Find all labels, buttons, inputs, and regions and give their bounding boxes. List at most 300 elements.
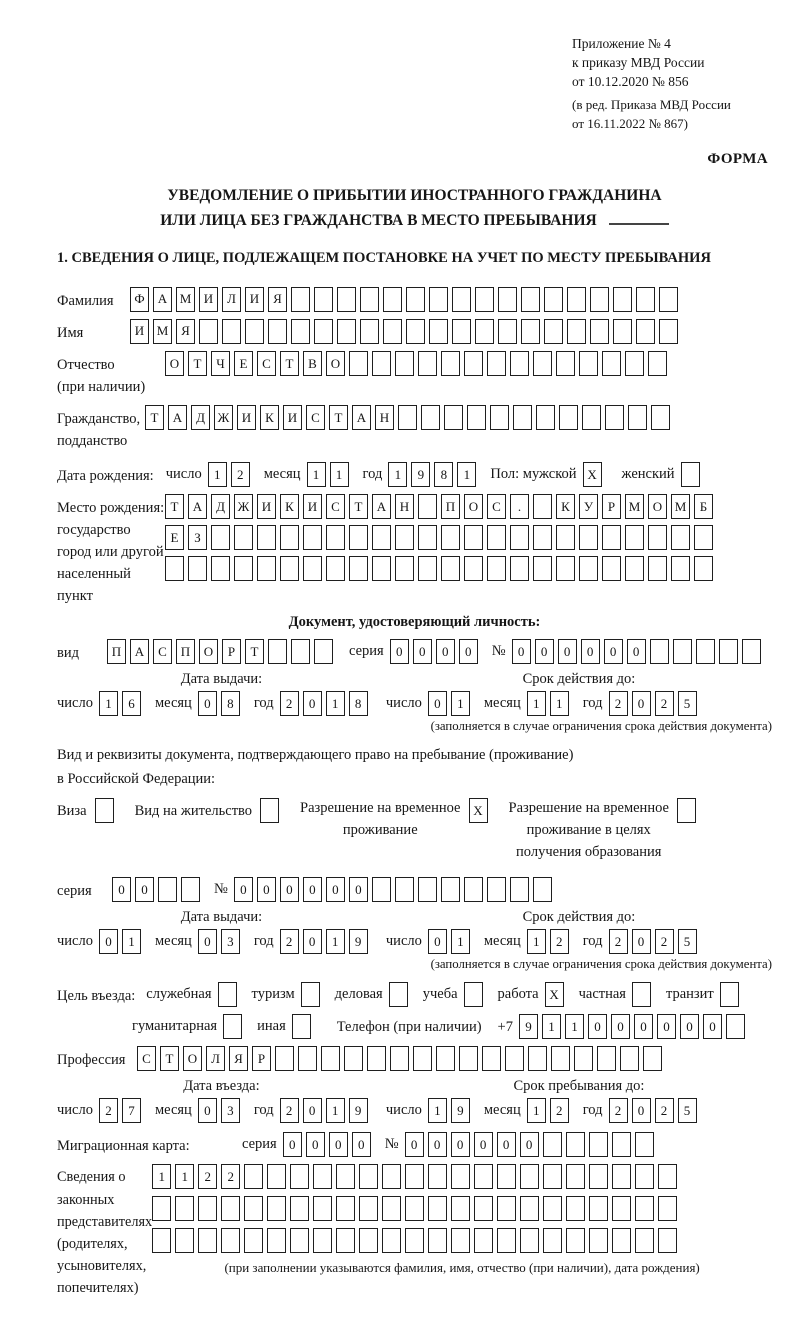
form-cell[interactable]: Т bbox=[280, 351, 299, 376]
form-cell[interactable] bbox=[280, 525, 299, 550]
form-cell[interactable] bbox=[372, 351, 391, 376]
form-cell[interactable]: О bbox=[326, 351, 345, 376]
form-cell[interactable]: 1 bbox=[550, 691, 569, 716]
form-cell[interactable] bbox=[520, 1196, 539, 1221]
form-cell[interactable]: 0 bbox=[436, 639, 455, 664]
form-cell[interactable] bbox=[211, 556, 230, 581]
form-cell[interactable] bbox=[429, 319, 448, 344]
form-cell[interactable] bbox=[659, 287, 678, 312]
form-cell[interactable]: М bbox=[176, 287, 195, 312]
form-cell[interactable]: 0 bbox=[535, 639, 554, 664]
form-cell[interactable] bbox=[533, 351, 552, 376]
form-cell[interactable] bbox=[556, 351, 575, 376]
form-cell[interactable] bbox=[360, 287, 379, 312]
form-cell[interactable]: И bbox=[283, 405, 302, 430]
form-cell[interactable]: 3 bbox=[221, 1098, 240, 1123]
form-cell[interactable] bbox=[441, 556, 460, 581]
form-cell[interactable]: С bbox=[137, 1046, 156, 1071]
form-cell[interactable]: Р bbox=[252, 1046, 271, 1071]
form-cell[interactable]: Я bbox=[176, 319, 195, 344]
form-cell[interactable]: 1 bbox=[152, 1164, 171, 1189]
form-cell[interactable] bbox=[405, 1164, 424, 1189]
form-cell[interactable] bbox=[464, 877, 483, 902]
form-cell[interactable] bbox=[298, 1046, 317, 1071]
form-cell[interactable] bbox=[543, 1164, 562, 1189]
form-cell[interactable] bbox=[566, 1164, 585, 1189]
form-cell[interactable]: 0 bbox=[303, 1098, 322, 1123]
form-cell[interactable] bbox=[267, 1196, 286, 1221]
form-cell[interactable] bbox=[510, 556, 529, 581]
form-cell[interactable] bbox=[536, 405, 555, 430]
form-cell[interactable] bbox=[257, 525, 276, 550]
form-cell[interactable] bbox=[451, 1196, 470, 1221]
form-cell[interactable] bbox=[625, 525, 644, 550]
form-cell[interactable]: И bbox=[245, 287, 264, 312]
form-cell[interactable] bbox=[313, 1196, 332, 1221]
form-cell[interactable] bbox=[613, 287, 632, 312]
form-cell[interactable] bbox=[543, 1228, 562, 1253]
form-cell[interactable]: 2 bbox=[280, 1098, 299, 1123]
form-cell[interactable]: Т bbox=[145, 405, 164, 430]
form-cell[interactable]: Ч bbox=[211, 351, 230, 376]
form-cell[interactable] bbox=[421, 405, 440, 430]
form-cell[interactable] bbox=[694, 525, 713, 550]
form-cell[interactable]: И bbox=[303, 494, 322, 519]
form-cell[interactable] bbox=[648, 556, 667, 581]
form-cell[interactable]: 0 bbox=[512, 639, 531, 664]
form-cell[interactable] bbox=[464, 525, 483, 550]
form-cell[interactable] bbox=[464, 982, 483, 1007]
form-cell[interactable] bbox=[521, 287, 540, 312]
form-cell[interactable] bbox=[487, 877, 506, 902]
form-cell[interactable]: 9 bbox=[411, 462, 430, 487]
form-cell[interactable] bbox=[290, 1196, 309, 1221]
form-cell[interactable] bbox=[336, 1196, 355, 1221]
form-cell[interactable] bbox=[635, 1132, 654, 1157]
form-cell[interactable]: 9 bbox=[519, 1014, 538, 1039]
form-cell[interactable] bbox=[382, 1164, 401, 1189]
form-cell[interactable] bbox=[671, 525, 690, 550]
form-cell[interactable] bbox=[405, 1228, 424, 1253]
form-cell[interactable] bbox=[590, 319, 609, 344]
form-cell[interactable] bbox=[452, 287, 471, 312]
form-cell[interactable] bbox=[428, 1196, 447, 1221]
form-cell[interactable]: 0 bbox=[234, 877, 253, 902]
form-cell[interactable]: 0 bbox=[349, 877, 368, 902]
form-cell[interactable] bbox=[234, 556, 253, 581]
form-cell[interactable]: 0 bbox=[306, 1132, 325, 1157]
form-cell[interactable] bbox=[389, 982, 408, 1007]
form-cell[interactable] bbox=[602, 525, 621, 550]
form-cell[interactable]: П bbox=[176, 639, 195, 664]
form-cell[interactable] bbox=[628, 405, 647, 430]
form-cell[interactable]: С bbox=[153, 639, 172, 664]
form-cell[interactable] bbox=[441, 525, 460, 550]
form-cell[interactable] bbox=[223, 1014, 242, 1039]
form-cell[interactable] bbox=[268, 319, 287, 344]
form-cell[interactable] bbox=[567, 319, 586, 344]
form-cell[interactable] bbox=[681, 462, 700, 487]
form-cell[interactable] bbox=[211, 525, 230, 550]
form-cell[interactable] bbox=[510, 525, 529, 550]
form-cell[interactable] bbox=[635, 1164, 654, 1189]
form-cell[interactable]: 1 bbox=[326, 929, 345, 954]
form-cell[interactable]: С bbox=[487, 494, 506, 519]
form-cell[interactable] bbox=[589, 1164, 608, 1189]
form-cell[interactable] bbox=[602, 351, 621, 376]
form-cell[interactable]: 2 bbox=[221, 1164, 240, 1189]
form-cell[interactable]: 2 bbox=[550, 1098, 569, 1123]
form-cell[interactable]: С bbox=[306, 405, 325, 430]
form-cell[interactable] bbox=[579, 525, 598, 550]
form-cell[interactable] bbox=[673, 639, 692, 664]
form-cell[interactable] bbox=[428, 1164, 447, 1189]
form-cell[interactable]: К bbox=[260, 405, 279, 430]
form-cell[interactable] bbox=[632, 982, 651, 1007]
form-cell[interactable] bbox=[280, 556, 299, 581]
form-cell[interactable] bbox=[383, 287, 402, 312]
form-cell[interactable]: 1 bbox=[330, 462, 349, 487]
form-cell[interactable] bbox=[651, 405, 670, 430]
form-cell[interactable] bbox=[533, 877, 552, 902]
form-cell[interactable] bbox=[451, 1164, 470, 1189]
form-cell[interactable]: 1 bbox=[527, 929, 546, 954]
form-cell[interactable] bbox=[444, 405, 463, 430]
form-cell[interactable] bbox=[313, 1228, 332, 1253]
form-cell[interactable] bbox=[245, 319, 264, 344]
form-cell[interactable]: 1 bbox=[527, 1098, 546, 1123]
form-cell[interactable] bbox=[175, 1228, 194, 1253]
form-cell[interactable]: 1 bbox=[307, 462, 326, 487]
form-cell[interactable] bbox=[459, 1046, 478, 1071]
form-cell[interactable]: X bbox=[545, 982, 564, 1007]
form-cell[interactable] bbox=[337, 287, 356, 312]
form-cell[interactable] bbox=[291, 287, 310, 312]
form-cell[interactable] bbox=[612, 1228, 631, 1253]
form-cell[interactable] bbox=[418, 556, 437, 581]
form-cell[interactable]: З bbox=[188, 525, 207, 550]
form-cell[interactable] bbox=[566, 1228, 585, 1253]
form-cell[interactable] bbox=[406, 319, 425, 344]
form-cell[interactable]: 9 bbox=[451, 1098, 470, 1123]
form-cell[interactable] bbox=[301, 982, 320, 1007]
form-cell[interactable]: 9 bbox=[349, 1098, 368, 1123]
form-cell[interactable] bbox=[696, 639, 715, 664]
form-cell[interactable]: 0 bbox=[198, 691, 217, 716]
form-cell[interactable] bbox=[165, 556, 184, 581]
form-cell[interactable]: М bbox=[671, 494, 690, 519]
form-cell[interactable] bbox=[498, 319, 517, 344]
form-cell[interactable]: А bbox=[352, 405, 371, 430]
form-cell[interactable] bbox=[520, 1164, 539, 1189]
form-cell[interactable] bbox=[510, 877, 529, 902]
form-cell[interactable] bbox=[291, 319, 310, 344]
form-cell[interactable] bbox=[275, 1046, 294, 1071]
form-cell[interactable]: 0 bbox=[283, 1132, 302, 1157]
form-cell[interactable] bbox=[589, 1196, 608, 1221]
form-cell[interactable] bbox=[671, 556, 690, 581]
form-cell[interactable] bbox=[198, 1196, 217, 1221]
form-cell[interactable] bbox=[474, 1196, 493, 1221]
form-cell[interactable]: Д bbox=[191, 405, 210, 430]
form-cell[interactable]: О bbox=[165, 351, 184, 376]
form-cell[interactable] bbox=[659, 319, 678, 344]
form-cell[interactable]: А bbox=[153, 287, 172, 312]
form-cell[interactable]: 2 bbox=[655, 929, 674, 954]
form-cell[interactable] bbox=[395, 877, 414, 902]
form-cell[interactable] bbox=[551, 1046, 570, 1071]
form-cell[interactable] bbox=[372, 877, 391, 902]
form-cell[interactable]: Т bbox=[188, 351, 207, 376]
form-cell[interactable] bbox=[152, 1228, 171, 1253]
form-cell[interactable] bbox=[383, 319, 402, 344]
form-cell[interactable] bbox=[533, 556, 552, 581]
form-cell[interactable]: 0 bbox=[680, 1014, 699, 1039]
form-cell[interactable] bbox=[267, 1164, 286, 1189]
form-cell[interactable] bbox=[475, 287, 494, 312]
form-cell[interactable] bbox=[321, 1046, 340, 1071]
form-cell[interactable] bbox=[612, 1164, 631, 1189]
form-cell[interactable]: 2 bbox=[609, 1098, 628, 1123]
form-cell[interactable] bbox=[382, 1196, 401, 1221]
form-cell[interactable] bbox=[313, 1164, 332, 1189]
form-cell[interactable] bbox=[221, 1196, 240, 1221]
form-cell[interactable]: И bbox=[130, 319, 149, 344]
form-cell[interactable] bbox=[533, 525, 552, 550]
form-cell[interactable] bbox=[648, 351, 667, 376]
form-cell[interactable]: Т bbox=[245, 639, 264, 664]
form-cell[interactable] bbox=[326, 525, 345, 550]
form-cell[interactable] bbox=[405, 1196, 424, 1221]
form-cell[interactable] bbox=[505, 1046, 524, 1071]
form-cell[interactable] bbox=[694, 556, 713, 581]
form-cell[interactable] bbox=[475, 319, 494, 344]
form-cell[interactable]: Ж bbox=[234, 494, 253, 519]
form-cell[interactable] bbox=[303, 556, 322, 581]
form-cell[interactable]: Р bbox=[602, 494, 621, 519]
form-cell[interactable] bbox=[244, 1228, 263, 1253]
form-cell[interactable] bbox=[579, 556, 598, 581]
form-cell[interactable] bbox=[188, 556, 207, 581]
form-cell[interactable] bbox=[418, 525, 437, 550]
form-cell[interactable]: И bbox=[199, 287, 218, 312]
form-cell[interactable] bbox=[742, 639, 761, 664]
form-cell[interactable] bbox=[490, 405, 509, 430]
form-cell[interactable]: 0 bbox=[474, 1132, 493, 1157]
form-cell[interactable]: 2 bbox=[231, 462, 250, 487]
form-cell[interactable]: Е bbox=[165, 525, 184, 550]
form-cell[interactable] bbox=[390, 1046, 409, 1071]
form-cell[interactable]: 1 bbox=[565, 1014, 584, 1039]
form-cell[interactable] bbox=[303, 525, 322, 550]
form-cell[interactable] bbox=[650, 639, 669, 664]
form-cell[interactable]: Ф bbox=[130, 287, 149, 312]
form-cell[interactable]: 6 bbox=[122, 691, 141, 716]
form-cell[interactable] bbox=[643, 1046, 662, 1071]
form-cell[interactable] bbox=[222, 319, 241, 344]
form-cell[interactable]: 0 bbox=[428, 691, 447, 716]
form-cell[interactable]: 0 bbox=[303, 691, 322, 716]
form-cell[interactable]: М bbox=[153, 319, 172, 344]
form-cell[interactable]: 0 bbox=[657, 1014, 676, 1039]
form-cell[interactable]: Ж bbox=[214, 405, 233, 430]
form-cell[interactable] bbox=[579, 351, 598, 376]
form-cell[interactable]: 0 bbox=[112, 877, 131, 902]
form-cell[interactable]: Н bbox=[375, 405, 394, 430]
form-cell[interactable] bbox=[257, 556, 276, 581]
form-cell[interactable]: Н bbox=[395, 494, 414, 519]
form-cell[interactable]: 0 bbox=[413, 639, 432, 664]
form-cell[interactable] bbox=[382, 1228, 401, 1253]
form-cell[interactable] bbox=[566, 1132, 585, 1157]
form-cell[interactable] bbox=[451, 1228, 470, 1253]
form-cell[interactable] bbox=[292, 1014, 311, 1039]
form-cell[interactable] bbox=[635, 1228, 654, 1253]
form-cell[interactable] bbox=[95, 798, 114, 823]
form-cell[interactable] bbox=[487, 525, 506, 550]
form-cell[interactable]: 2 bbox=[609, 929, 628, 954]
form-cell[interactable] bbox=[359, 1228, 378, 1253]
form-cell[interactable]: Т bbox=[329, 405, 348, 430]
form-cell[interactable] bbox=[413, 1046, 432, 1071]
form-cell[interactable]: 9 bbox=[349, 929, 368, 954]
form-cell[interactable]: 0 bbox=[611, 1014, 630, 1039]
form-cell[interactable] bbox=[464, 556, 483, 581]
form-cell[interactable] bbox=[372, 556, 391, 581]
form-cell[interactable] bbox=[395, 556, 414, 581]
form-cell[interactable]: 0 bbox=[634, 1014, 653, 1039]
form-cell[interactable]: 5 bbox=[678, 1098, 697, 1123]
form-cell[interactable] bbox=[244, 1196, 263, 1221]
form-cell[interactable] bbox=[726, 1014, 745, 1039]
form-cell[interactable]: О bbox=[183, 1046, 202, 1071]
form-cell[interactable] bbox=[244, 1164, 263, 1189]
form-cell[interactable] bbox=[464, 351, 483, 376]
form-cell[interactable]: 0 bbox=[280, 877, 299, 902]
form-cell[interactable] bbox=[720, 982, 739, 1007]
form-cell[interactable] bbox=[291, 639, 310, 664]
form-cell[interactable] bbox=[605, 405, 624, 430]
form-cell[interactable] bbox=[566, 1196, 585, 1221]
form-cell[interactable] bbox=[428, 1228, 447, 1253]
form-cell[interactable] bbox=[474, 1164, 493, 1189]
form-cell[interactable] bbox=[543, 1196, 562, 1221]
form-cell[interactable] bbox=[372, 525, 391, 550]
form-cell[interactable]: 1 bbox=[451, 929, 470, 954]
form-cell[interactable] bbox=[513, 405, 532, 430]
form-cell[interactable] bbox=[719, 639, 738, 664]
form-cell[interactable] bbox=[597, 1046, 616, 1071]
form-cell[interactable]: О bbox=[199, 639, 218, 664]
form-cell[interactable] bbox=[556, 525, 575, 550]
form-cell[interactable] bbox=[612, 1196, 631, 1221]
form-cell[interactable] bbox=[612, 1132, 631, 1157]
form-cell[interactable] bbox=[198, 1228, 217, 1253]
form-cell[interactable] bbox=[544, 287, 563, 312]
form-cell[interactable]: 0 bbox=[198, 1098, 217, 1123]
form-cell[interactable]: 1 bbox=[388, 462, 407, 487]
form-cell[interactable]: Р bbox=[222, 639, 241, 664]
form-cell[interactable]: 7 bbox=[122, 1098, 141, 1123]
form-cell[interactable]: 2 bbox=[609, 691, 628, 716]
form-cell[interactable] bbox=[290, 1164, 309, 1189]
form-cell[interactable]: Е bbox=[234, 351, 253, 376]
form-cell[interactable] bbox=[267, 1228, 286, 1253]
form-cell[interactable]: 1 bbox=[451, 691, 470, 716]
form-cell[interactable]: 0 bbox=[428, 1132, 447, 1157]
form-cell[interactable] bbox=[336, 1228, 355, 1253]
form-cell[interactable]: О bbox=[648, 494, 667, 519]
form-cell[interactable]: 2 bbox=[655, 1098, 674, 1123]
form-cell[interactable]: 1 bbox=[542, 1014, 561, 1039]
form-cell[interactable] bbox=[336, 1164, 355, 1189]
form-cell[interactable] bbox=[613, 319, 632, 344]
form-cell[interactable] bbox=[544, 319, 563, 344]
form-cell[interactable] bbox=[658, 1164, 677, 1189]
form-cell[interactable] bbox=[658, 1228, 677, 1253]
form-cell[interactable] bbox=[582, 405, 601, 430]
form-cell[interactable]: Я bbox=[268, 287, 287, 312]
form-cell[interactable]: 2 bbox=[550, 929, 569, 954]
form-cell[interactable] bbox=[337, 319, 356, 344]
form-cell[interactable]: 2 bbox=[99, 1098, 118, 1123]
form-cell[interactable]: 1 bbox=[326, 691, 345, 716]
form-cell[interactable] bbox=[234, 525, 253, 550]
form-cell[interactable]: 2 bbox=[655, 691, 674, 716]
form-cell[interactable]: 1 bbox=[457, 462, 476, 487]
form-cell[interactable] bbox=[221, 1228, 240, 1253]
form-cell[interactable] bbox=[218, 982, 237, 1007]
form-cell[interactable] bbox=[590, 287, 609, 312]
form-cell[interactable]: 0 bbox=[326, 877, 345, 902]
form-cell[interactable]: 8 bbox=[349, 691, 368, 716]
form-cell[interactable] bbox=[589, 1132, 608, 1157]
form-cell[interactable] bbox=[268, 639, 287, 664]
form-cell[interactable] bbox=[349, 351, 368, 376]
form-cell[interactable] bbox=[395, 525, 414, 550]
form-cell[interactable] bbox=[418, 877, 437, 902]
form-cell[interactable] bbox=[429, 287, 448, 312]
form-cell[interactable] bbox=[395, 351, 414, 376]
form-cell[interactable] bbox=[636, 287, 655, 312]
form-cell[interactable] bbox=[635, 1196, 654, 1221]
form-cell[interactable]: 2 bbox=[280, 929, 299, 954]
form-cell[interactable]: 0 bbox=[632, 929, 651, 954]
form-cell[interactable] bbox=[520, 1228, 539, 1253]
form-cell[interactable] bbox=[487, 556, 506, 581]
form-cell[interactable] bbox=[474, 1228, 493, 1253]
form-cell[interactable]: 1 bbox=[175, 1164, 194, 1189]
form-cell[interactable] bbox=[181, 877, 200, 902]
form-cell[interactable]: П bbox=[107, 639, 126, 664]
form-cell[interactable] bbox=[314, 639, 333, 664]
form-cell[interactable] bbox=[559, 405, 578, 430]
form-cell[interactable]: П bbox=[441, 494, 460, 519]
form-cell[interactable]: Л bbox=[206, 1046, 225, 1071]
form-cell[interactable] bbox=[625, 351, 644, 376]
form-cell[interactable] bbox=[636, 319, 655, 344]
form-cell[interactable]: С bbox=[257, 351, 276, 376]
form-cell[interactable]: К bbox=[280, 494, 299, 519]
form-cell[interactable] bbox=[398, 405, 417, 430]
form-cell[interactable]: 0 bbox=[257, 877, 276, 902]
form-cell[interactable]: К bbox=[556, 494, 575, 519]
form-cell[interactable]: В bbox=[303, 351, 322, 376]
form-cell[interactable]: 0 bbox=[588, 1014, 607, 1039]
form-cell[interactable] bbox=[533, 494, 552, 519]
form-cell[interactable]: 0 bbox=[497, 1132, 516, 1157]
form-cell[interactable]: Т bbox=[165, 494, 184, 519]
